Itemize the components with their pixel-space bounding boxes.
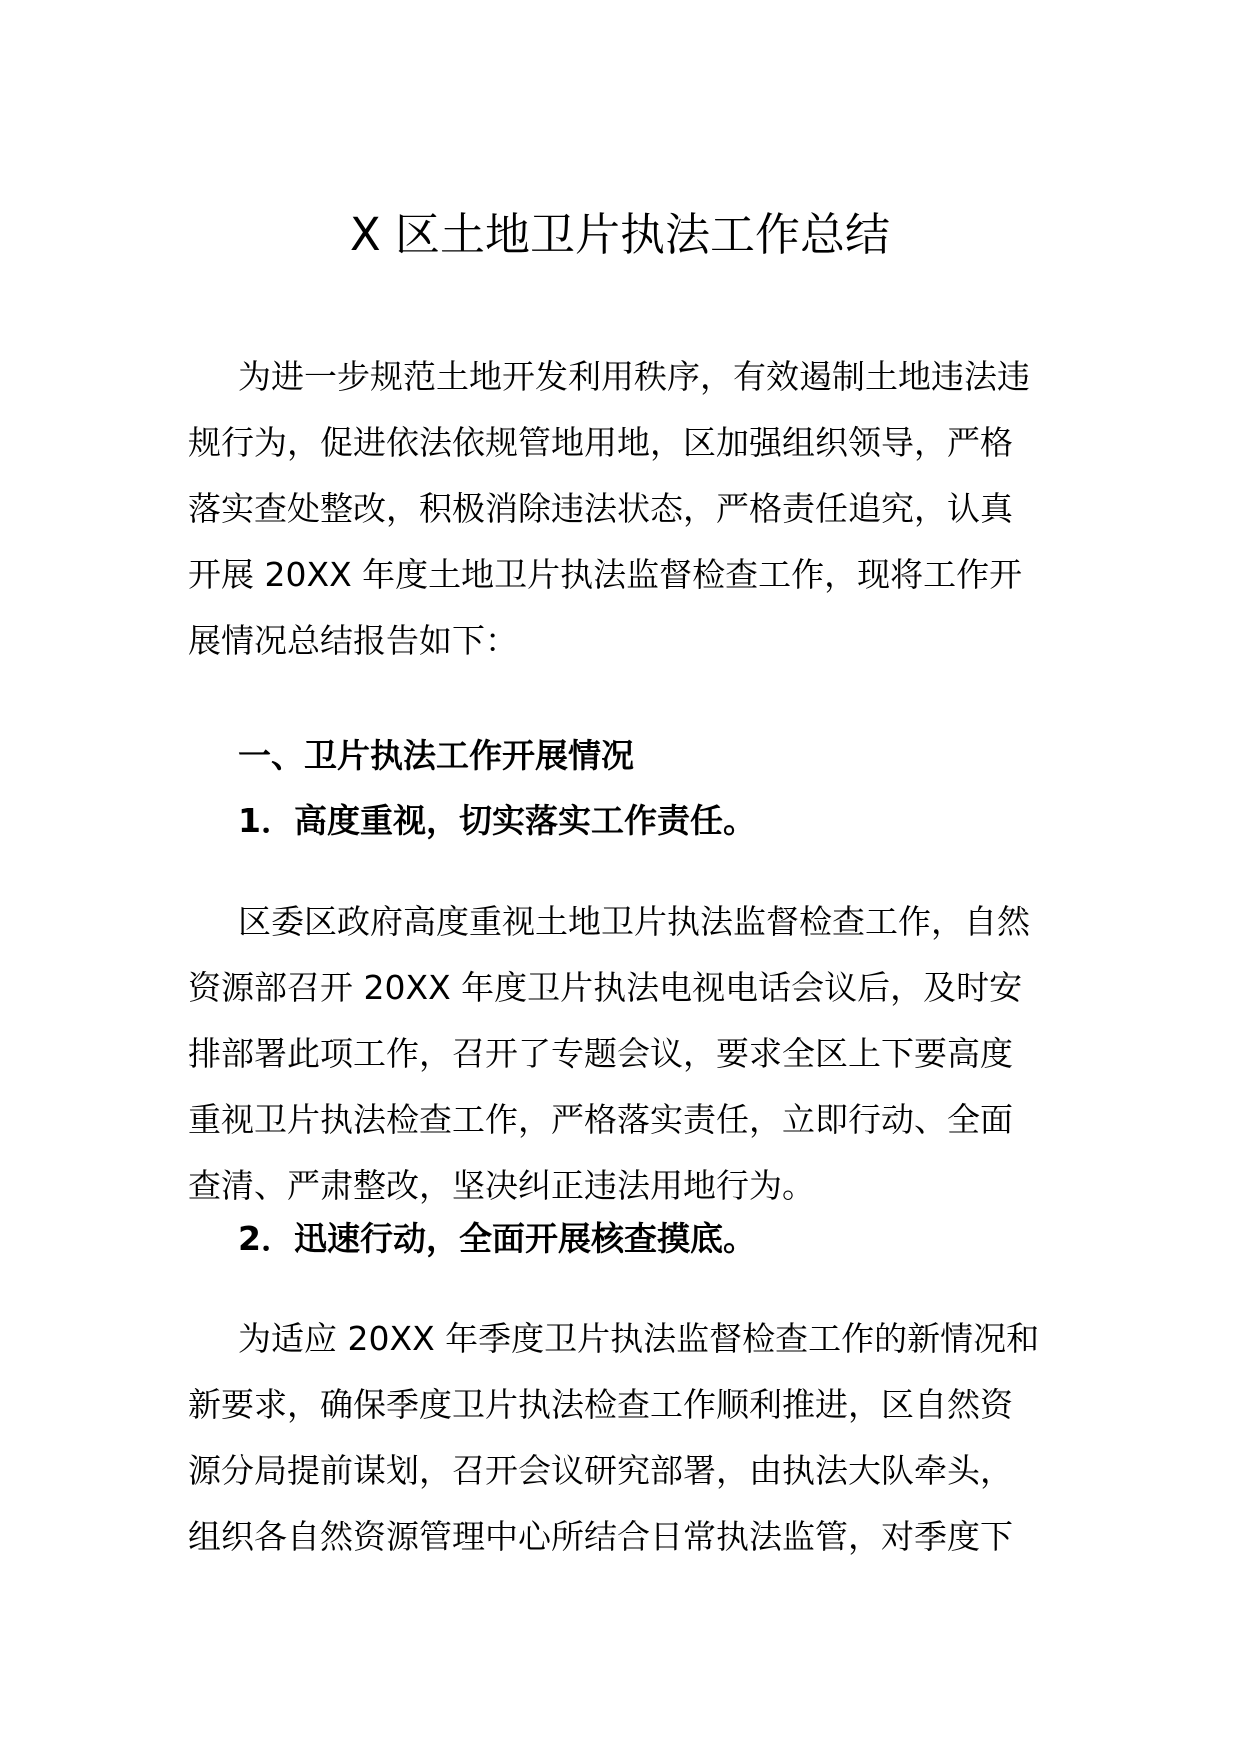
subsection-heading-1: 1．高度重视，切实落实工作责任。 — [238, 801, 756, 840]
paragraph-line: 区委区政府高度重视土地卫片执法监督检查工作，自然 — [238, 902, 1030, 941]
paragraph-line: 开展 20XX 年度土地卫片执法监督检查工作，现将工作开 — [188, 555, 1023, 594]
paragraph-line: 排部署此项工作，召开了专题会议，要求全区上下要高度 — [188, 1034, 1013, 1073]
paragraph-line: 为适应 20XX 年季度卫片执法监督检查工作的新情况和 — [238, 1319, 1040, 1358]
paragraph-line: 新要求，确保季度卫片执法检查工作顺利推进，区自然资 — [188, 1385, 1013, 1424]
intro-paragraph — [188, 344, 1054, 674]
item2-paragraph — [188, 1306, 1054, 1570]
paragraph-line: 展情况总结报告如下： — [188, 621, 518, 660]
section-heading: 一、卫片执法工作开展情况 — [238, 736, 634, 775]
paragraph-line: 组织各自然资源管理中心所结合日常执法监管，对季度下 — [188, 1517, 1013, 1556]
document-title: X 区土地卫片执法工作总结 — [349, 208, 891, 261]
paragraph-line: 资源部召开 20XX 年度卫片执法电视电话会议后，及时安 — [188, 968, 1023, 1007]
paragraph-line: 规行为，促进依法依规管地用地，区加强组织领导，严格 — [188, 423, 1013, 462]
paragraph-line: 源分局提前谋划，召开会议研究部署，由执法大队牵头， — [188, 1451, 1013, 1490]
paragraph-line: 为进一步规范土地开发利用秩序，有效遏制土地违法违 — [238, 357, 1030, 396]
item1-paragraph — [188, 889, 1054, 1219]
paragraph-line: 查清、严肃整改，坚决纠正违法用地行为。 — [188, 1166, 815, 1205]
paragraph-line: 重视卫片执法检查工作，严格落实责任，立即行动、全面 — [188, 1100, 1013, 1139]
paragraph-line: 落实查处整改，积极消除违法状态，严格责任追究，认真 — [188, 489, 1013, 528]
subsection-heading-2: 2．迅速行动，全面开展核查摸底。 — [238, 1219, 756, 1258]
